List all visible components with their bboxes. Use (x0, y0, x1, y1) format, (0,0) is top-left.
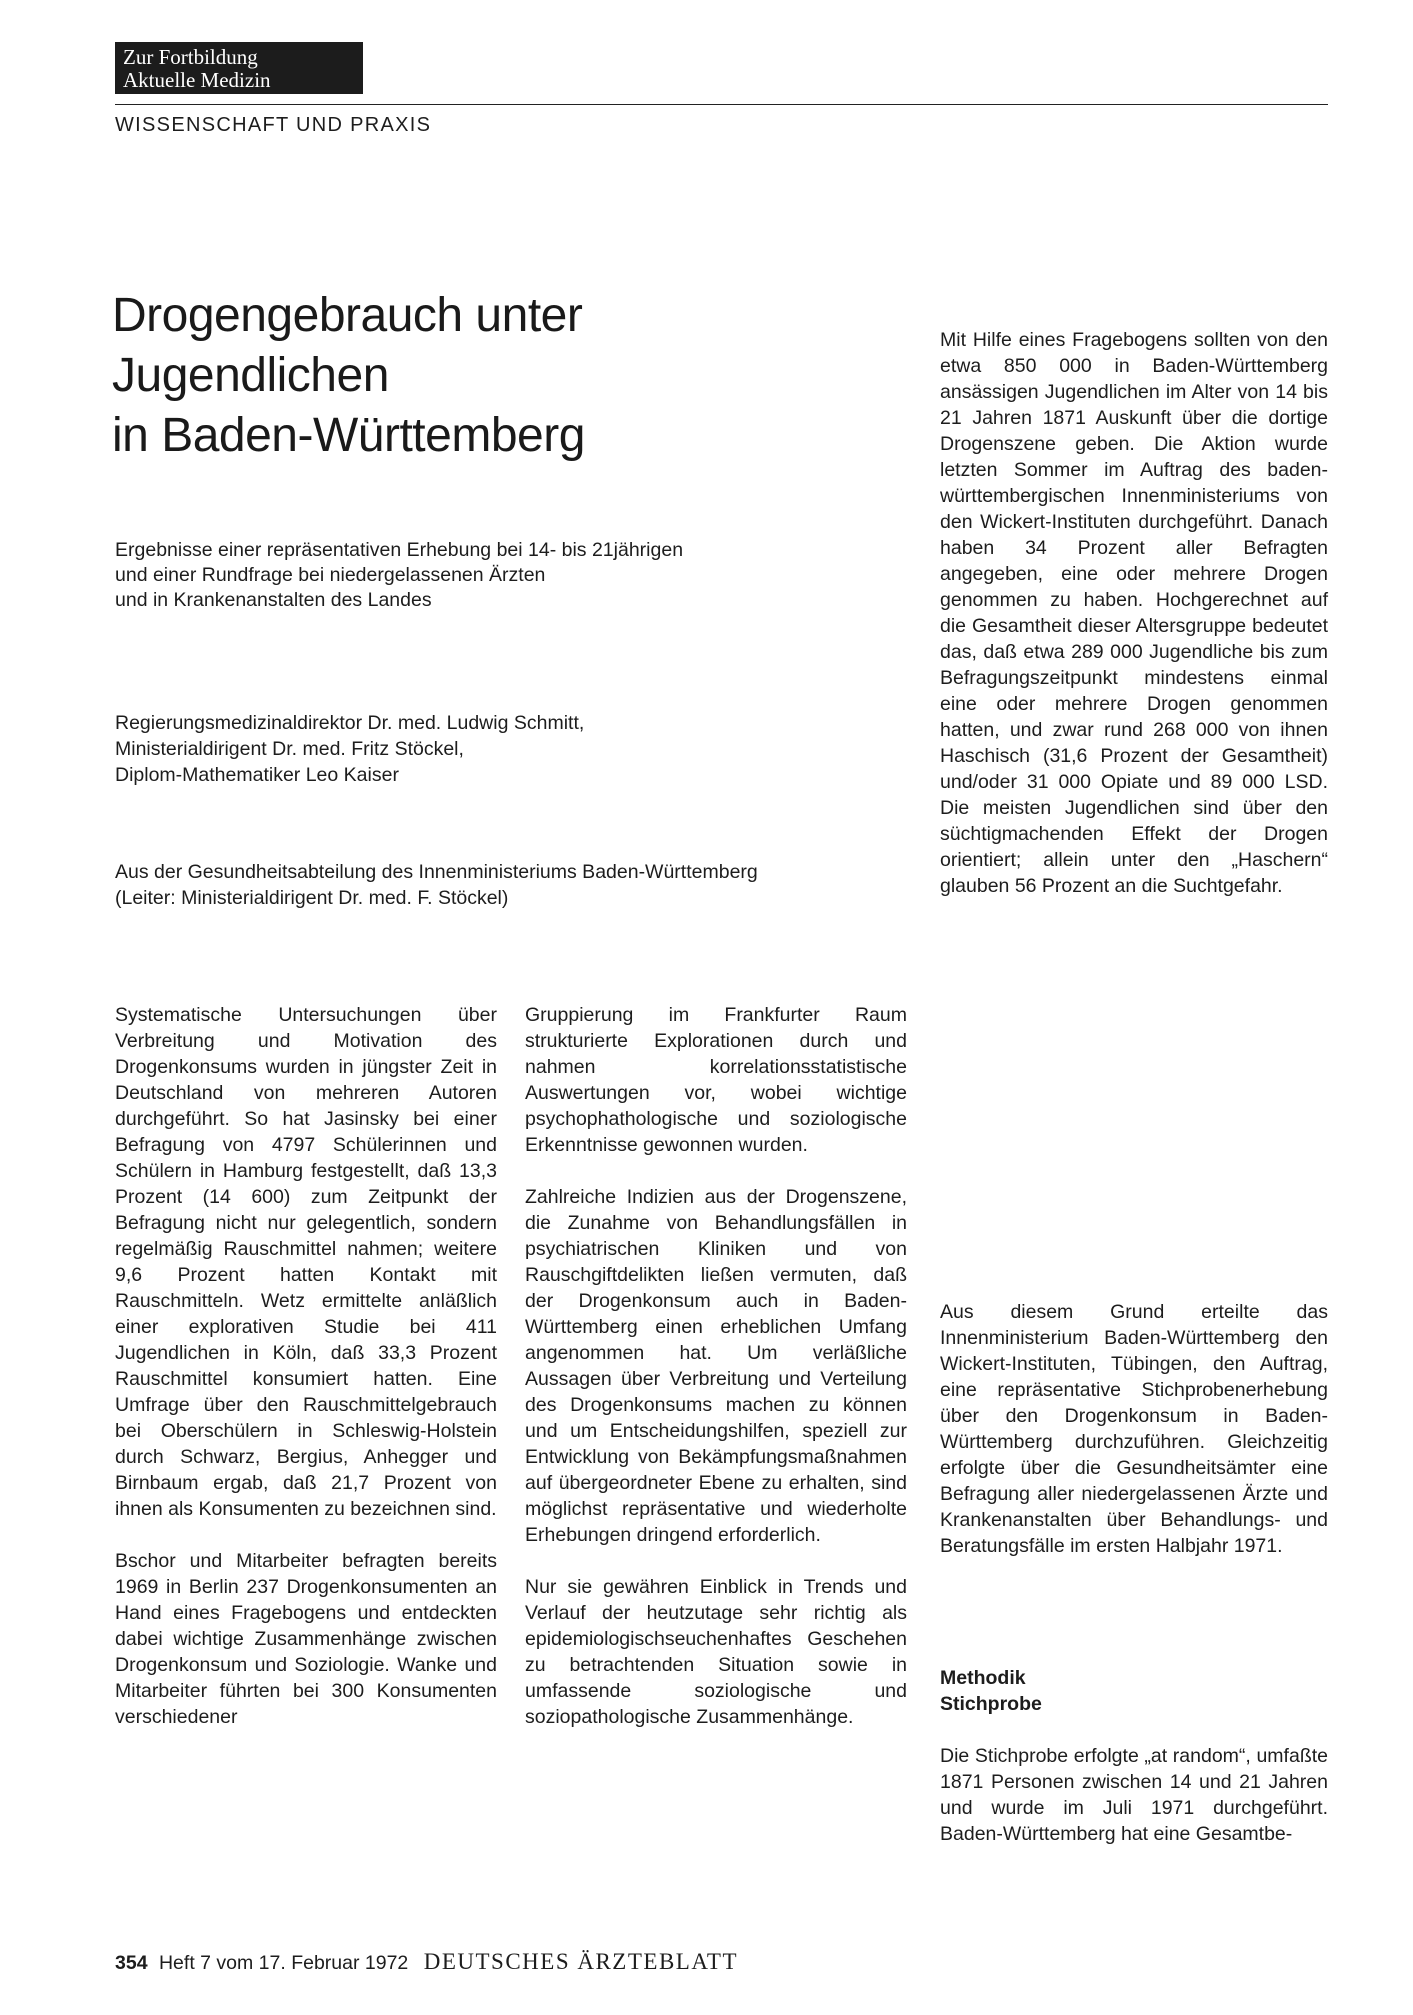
subtitle-line: und in Krankenanstalten des Landes (115, 589, 432, 611)
title-line: in Baden-Württemberg (112, 409, 585, 462)
subtitle-line: und einer Rundfrage bei niedergelassenen Ärzten (115, 564, 546, 586)
title-line: Drogengebrauch unter (112, 289, 583, 342)
article-title (112, 286, 712, 466)
paragraph: Die Stichprobe erfolgte „at random“, umfaßte 1871 Personen zwischen 14 und 21 Jahren und wurde im Juli 1971 durchgeführt. Baden-Württemberg hat eine Gesamtbe- (940, 1745, 1328, 1845)
affiliation-line: (Leiter: Ministerialdirigent Dr. med. F. Stöckel) (115, 887, 509, 909)
heading-line: Methodik (940, 1667, 1026, 1689)
subheading-line: Stichprobe (940, 1693, 1042, 1715)
rubric-badge (115, 42, 363, 94)
page-footer (115, 1949, 738, 1975)
subtitle-line: Ergebnisse einer repräsentativen Erhebung bei 14- bis 21jährigen (115, 539, 684, 561)
page-number: 354 (115, 1952, 148, 1974)
author: Ministerialdirigent Dr. med. Fritz Stöckel, (115, 738, 464, 760)
section-heading (940, 1665, 1042, 1717)
paragraph: Bschor und Mitarbeiter befragten bereits 1969 in Berlin 237 Drogenkonsumenten an Hand eines Fragebogens und entdeckten dabei wichtige Zusammenhänge zwischen Drogenkonsum und Soziologie. Wanke und Mitarbeiter führten bei 300 Konsumenten verschiedener (115, 1550, 497, 1728)
section-label: WISSENSCHAFT UND PRAXIS (115, 114, 432, 136)
article-subtitle (115, 538, 683, 613)
title-line: Jugendlichen (112, 349, 389, 402)
header-rule (115, 104, 1328, 105)
body-column-2 (525, 1002, 907, 1730)
paragraph: Zahlreiche Indizien aus der Drogenszene, die Zunahme von Behandlungsfällen in psychiatrischen Kliniken und von Rauschgiftdelikten ließen vermuten, daß der Drogenkonsum auch in Baden-Württemberg einen erheblichen Umfang angenommen hat. Um verläßliche Aussagen über Verbreitung und Verteilung des Drogenkonsums machen zu können und um Entscheidungshilfen, speziell zur Entwicklung von Bekämpfungsmaßnahmen auf übergeordneter Ebene zu erhalten, sind möglichst repräsentative und wiederholte Erhebungen dringend erforderlich. (525, 1186, 907, 1546)
paragraph: Gruppierung im Frankfurter Raum strukturierte Explorationen durch und nahmen korrelationsstatistische Auswertungen vor, wobei wichtige psychophathologische und soziologische Erkenntnisse gewonnen wurden. (525, 1004, 907, 1156)
body-column-1 (115, 1002, 497, 1730)
author: Diplom-Mathematiker Leo Kaiser (115, 764, 399, 786)
paragraph: Nur sie gewähren Einblick in Trends und Verlauf der heutzutage sehr richtig als epidemiologischseuchenhaftes Geschehen zu betrachtenden Situation sowie in umfassende soziologische und soziopathologische Zusammenhänge. (525, 1576, 907, 1728)
paragraph: Aus diesem Grund erteilte das Innenministerium Baden-Württemberg den Wickert-Instituten, Tübingen, den Auftrag, eine repräsentative Stichprobenerhebung über den Drogenkonsum in Baden-Württemberg durchzuführen. Gleichzeitig erfolgte über die Gesundheitsämter eine Befragung aller niedergelassenen Ärzte und Krankenanstalten über Behandlungs- und Beratungsfälle im ersten Halbjahr 1971. (940, 1301, 1328, 1557)
paragraph: Systematische Untersuchungen über Verbreitung und Motivation des Drogenkonsums wurden in jüngster Zeit in Deutschland von mehreren Autoren durchgeführt. So hat Jasinsky bei einer Befragung von 4797 Schülerinnen und Schülern in Hamburg festgestellt, daß 13,3 Prozent (14 600) zum Zeitpunkt der Befragung nicht nur gelegentlich, sondern regelmäßig Rauschmittel nahmen; weitere 9,6 Prozent hatten Kontakt mit Rauschmitteln. Wetz ermittelte anläßlich einer explorativen Studie bei 411 Jugendlichen in Köln, daß 33,3 Prozent Rauschmittel konsumiert hatten. Eine Umfrage über den Rauschmittelgebrauch bei Oberschülern in Schleswig-Holstein durch Schwarz, Bergius, Anhegger und Birnbaum ergab, daß 21,7 Prozent von ihnen als Konsumenten zu bezeichnen sind. (115, 1004, 497, 1520)
affiliation (115, 859, 758, 911)
author: Regierungsmedizinaldirektor Dr. med. Ludwig Schmitt, (115, 712, 585, 734)
affiliation-line: Aus der Gesundheitsabteilung des Innenministeriums Baden-Württemberg (115, 861, 758, 883)
body-column-3 (940, 327, 1328, 1845)
paragraph: Mit Hilfe eines Fragebogens sollten von den etwa 850 000 in Baden-Württemberg ansässigen Jugendlichen im Alter von 14 bis 21 Jahren 1871 Auskunft über die dortige Drogenszene geben. Die Aktion wurde letzten Sommer im Auftrag des baden-württembergischen Innenministeriums von den Wickert-Instituten durchgeführt. Danach haben 34 Prozent aller Befragten angegeben, eine oder mehrere Drogen genommen zu haben. Hochgerechnet auf die Gesamtheit dieser Altersgruppe bedeutet das, daß etwa 289 000 Jugendliche bis zum Befragungszeitpunkt mindestens einmal eine oder mehrere Drogen genommen hatten, und zwar rund 268 000 von ihnen Haschisch (31,6 Prozent der Gesamtheit) und/oder 31 000 Opiate und 89 000 LSD. Die meisten Jugendlichen sind über den süchtigmachenden Effekt der Drogen orientiert; allein unter den „Haschern“ glauben 56 Prozent an die Suchtgefahr. (940, 329, 1328, 897)
journal-name: DEUTSCHES ÄRZTEBLATT (423, 1949, 739, 1974)
rubric-line-2: Aktuelle Medizin (123, 68, 271, 92)
rubric-line-1: Zur Fortbildung (123, 45, 258, 69)
author-list (115, 710, 584, 788)
issue-info: Heft 7 vom 17. Februar 1972 (158, 1952, 409, 1974)
